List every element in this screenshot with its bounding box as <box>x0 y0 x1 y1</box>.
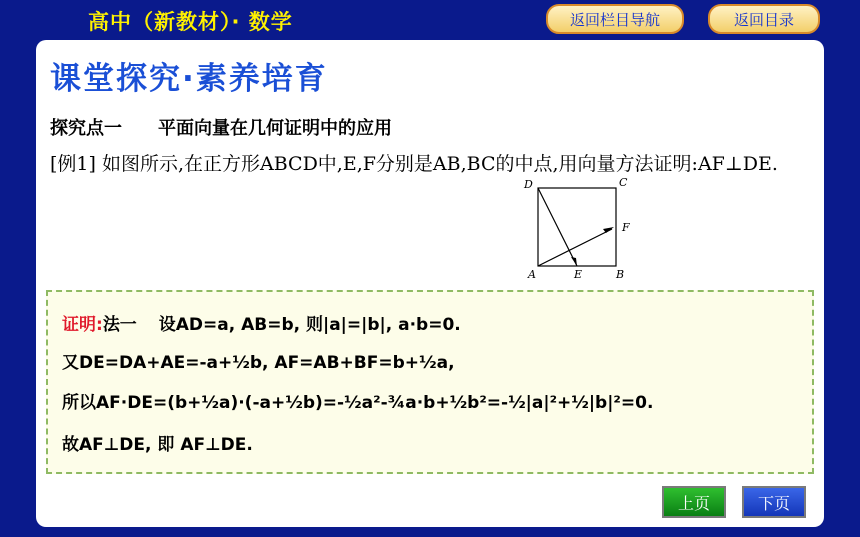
back-to-section-nav-button[interactable]: 返回栏目导航 <box>546 4 684 34</box>
slide-panel <box>36 40 824 527</box>
proof-line-1: 证明:法一 设AD=a, AB=b, 则|a|=|b|, a·b=0. <box>62 315 461 335</box>
section-title: 课堂探究·素养培育 <box>50 61 328 97</box>
square <box>538 188 616 266</box>
example-text: [例1] 如图所示,在正方形ABCD中,E,F分别是AB,BC的中点,用向量方法证明:AF⊥DE. <box>50 153 778 175</box>
top-bar <box>0 0 860 40</box>
explore-point-topic: 平面向量在几何证明中的应用 <box>158 118 392 139</box>
next-page-button[interactable]: 下页 <box>742 486 806 518</box>
label-F: F <box>622 221 630 234</box>
label-B: B <box>616 268 625 281</box>
label-D: D <box>524 178 533 191</box>
square-figure <box>522 174 682 284</box>
explore-point-heading <box>50 114 392 140</box>
course-title: 高中（新教材）· 数学 <box>88 10 293 34</box>
label-C: C <box>619 176 628 189</box>
proof-method: 法一 <box>102 315 137 335</box>
prev-page-button[interactable]: 上页 <box>662 486 726 518</box>
label-A: A <box>528 268 536 281</box>
proof-line-2: 又DE=DA+AE=-a+½b, AF=AB+BF=b+½a, <box>62 353 455 373</box>
proof-box <box>46 290 814 474</box>
proof-lead: 证明 <box>62 315 96 335</box>
proof-line-3: 所以AF·DE=(b+½a)·(-a+½b)=-½a²-¾a·b+½b²=-½|a|²+½|b|²=0. <box>62 393 654 413</box>
label-E: E <box>574 268 583 281</box>
proof-line-4: 故AF⊥DE, 即 AF⊥DE. <box>62 435 253 455</box>
back-to-contents-button[interactable]: 返回目录 <box>708 4 820 34</box>
proof-line-1-text: 设AD=a, AB=b, 则|a|=|b|, a·b=0. <box>158 315 461 335</box>
explore-point-label: 探究点一 <box>50 118 122 139</box>
segment-DE <box>538 188 577 266</box>
